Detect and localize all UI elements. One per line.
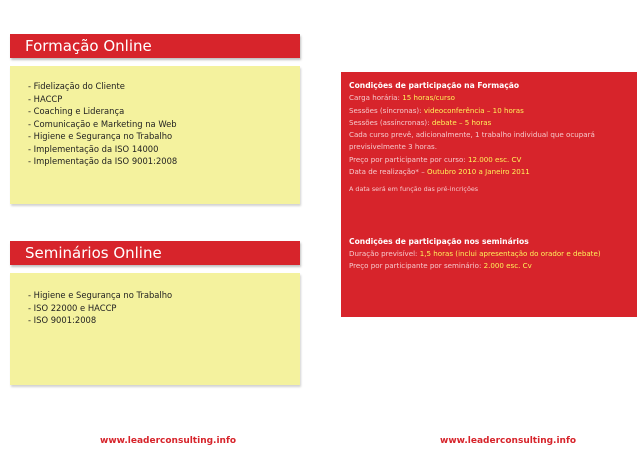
trabalho-individual-line: Cada curso prevê, adicionalmente, 1 trabalho individual que ocupará <box>349 130 595 140</box>
seminarios-online-title: Seminários Online <box>25 244 162 262</box>
seminarios-online-banner <box>10 241 300 265</box>
carga-horaria-line <box>349 92 631 104</box>
course-item: - Coaching e Liderança <box>28 106 125 116</box>
sessoes-assincronas-label: Sessões (assíncronas): <box>349 117 430 127</box>
footer-url-left[interactable]: www.leaderconsulting.info <box>100 436 237 446</box>
footer-url-right[interactable]: www.leaderconsulting.info <box>440 436 577 446</box>
formacao-courses-box <box>10 66 300 204</box>
course-item: - Implementação da ISO 14000 <box>28 143 159 154</box>
sessoes-assincronas-line <box>349 117 631 129</box>
seminar-item: - ISO 22000 e HACCP <box>28 302 117 313</box>
course-item: - Implementação da ISO 9001:2008 <box>28 156 178 166</box>
conditions-panel <box>341 72 637 317</box>
seminarios-topics-box <box>10 273 300 385</box>
trabalho-individual-line-2: previsivelmente 3 horas. <box>349 142 437 152</box>
course-item: - Higiene e Segurança no Trabalho <box>28 131 173 141</box>
course-item: - Fidelização do Cliente <box>28 81 125 91</box>
data-realizacao-value: Outubro 2010 a Janeiro 2011 <box>427 167 530 177</box>
formacao-conditions-heading: Condições de participação na Formação <box>349 81 520 90</box>
course-item: - Comunicação e Marketing na Web <box>28 118 177 129</box>
sessoes-sincronas-label: Sessões (síncronas): <box>349 105 422 115</box>
formacao-course-list <box>28 80 300 168</box>
data-note: A data será em função das pré-incrições <box>349 185 479 194</box>
formacao-online-banner <box>10 34 300 58</box>
preco-curso-label: Preço por participante por curso: <box>349 154 466 164</box>
seminarios-conditions-heading: Condições de participação nos seminários <box>349 236 529 246</box>
duracao-label: Duração previsível: <box>349 248 418 258</box>
preco-seminario-label: Preço por participante por seminário: <box>349 261 482 271</box>
duracao-value: 1,5 horas (inclui apresentação do orador e debate) <box>419 248 601 258</box>
sessoes-assincronas-value: debate – 5 horas <box>431 117 492 127</box>
seminar-item: - Higiene e Segurança no Trabalho <box>28 290 173 300</box>
seminarios-topic-list <box>28 289 300 327</box>
carga-horaria-value: 15 horas/curso <box>402 93 456 103</box>
preco-curso-line <box>349 154 631 166</box>
duracao-line <box>349 248 631 260</box>
sessoes-sincronas-line <box>349 105 631 117</box>
preco-seminario-line <box>349 260 631 272</box>
preco-curso-value: 12.000 esc. CV <box>467 154 522 164</box>
seminar-item: - ISO 9001:2008 <box>28 315 97 325</box>
data-realizacao-line <box>349 166 631 178</box>
carga-horaria-label: Carga horária: <box>349 93 400 103</box>
data-realizacao-label: Data de realização* – <box>349 167 425 177</box>
sessoes-sincronas-value: videoconferência – 10 horas <box>423 105 524 115</box>
formacao-online-title: Formação Online <box>25 37 152 55</box>
preco-seminario-value: 2.000 esc. Cv <box>483 261 532 271</box>
course-item: - HACCP <box>28 93 63 104</box>
